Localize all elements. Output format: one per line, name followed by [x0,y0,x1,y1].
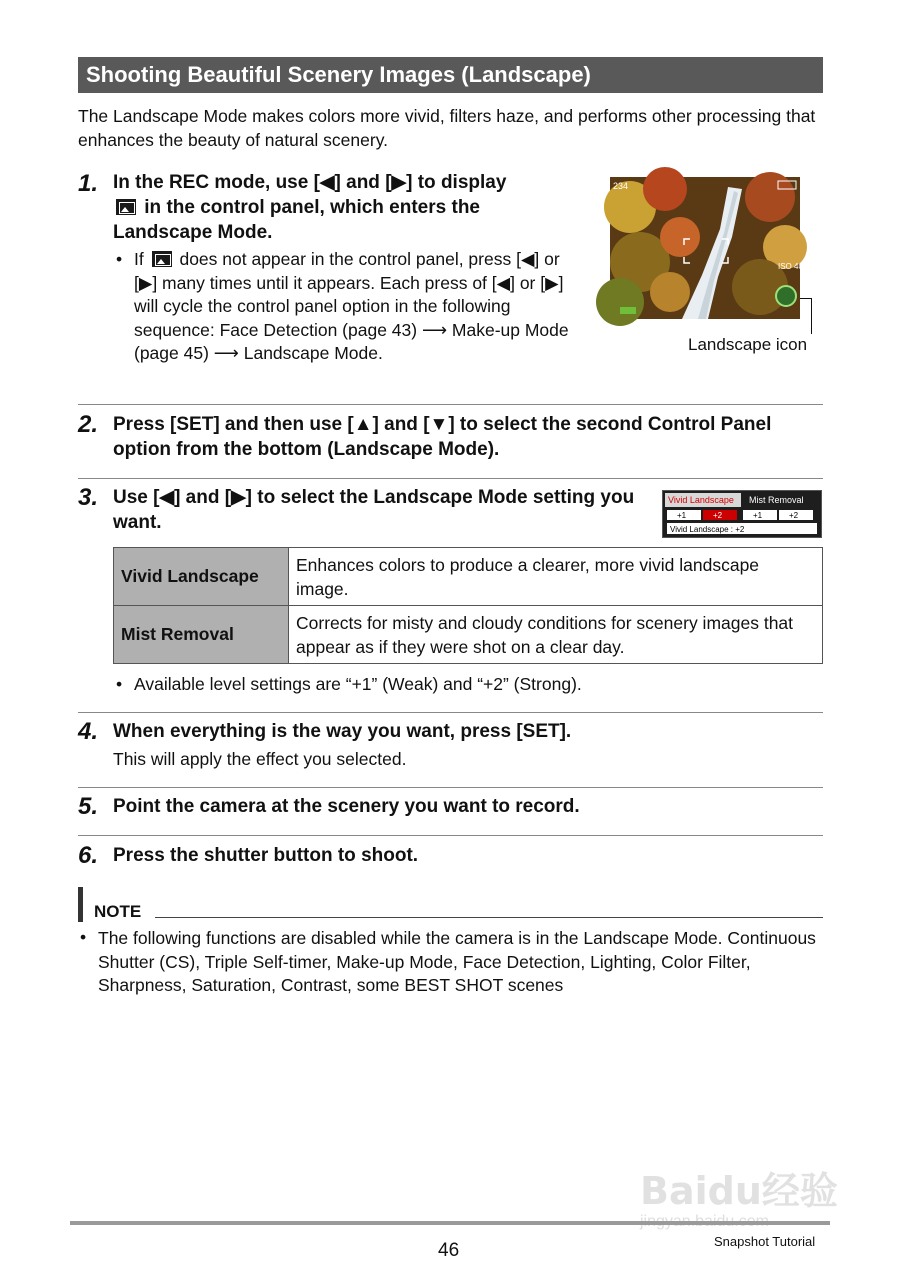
step-3-number: 3. [78,484,99,511]
bullet-dot: • [116,249,123,269]
panel-opt-3: +1 [753,511,763,520]
note-text: The following functions are disabled while the camera is in the Landscape Mode. Continuous Shutter (CS), Triple Self-timer, Make-up Mode, Face Detection, Lighting, Color Filter, Sharpness, Saturation, Contrast, some BEST SHOT scenes [98,928,816,995]
step-5-number: 5. [78,793,99,820]
divider [78,787,823,788]
section-title-bar [78,57,823,93]
level-note-text: Available level settings are “+1” (Weak) and “+2” (Strong). [134,674,582,694]
level-note-bullet [116,673,814,697]
setting-description: Corrects for misty and cloudy conditions for scenery images that appear as if they were shot on a clear day. [289,606,823,664]
panel-tab-vivid: Vivid Landscape [668,495,734,505]
setting-name: Vivid Landscape [114,548,289,606]
panel-opt-1: +1 [677,511,687,520]
baidu-watermark: Baidu经验 [640,1169,838,1213]
shots-remaining: 234 [613,181,629,191]
step-2-number: 2. [78,411,99,438]
step-1-title [113,170,593,245]
setting-description: Enhances colors to produce a clearer, more vivid landscape image. [289,548,823,606]
landscape-mode-icon-inline [152,251,172,267]
panel-tab-mist: Mist Removal [749,495,804,505]
waterfall-scene [610,177,808,319]
step-5-title: Point the camera at the scenery you want to record. [113,796,580,817]
section-title: Shooting Beautiful Scenery Images (Landscape) [86,62,591,87]
step-1-bullet-text-a: If [134,249,144,269]
divider [78,712,823,713]
step-1-title-line-c: Landscape Mode. [113,222,273,243]
intro-paragraph: The Landscape Mode makes colors more vivid, filters haze, and performs other processing that enhances the beauty of natural scenery. [78,106,816,150]
step-4-body: This will apply the effect you selected. [113,749,407,769]
footer-rule [70,1221,830,1225]
step-2-title: Press [SET] and then use [▲] and [▼] to select the second Control Panel option from the bottom (Landscape Mode). [113,414,772,460]
note-label: NOTE [94,902,142,921]
panel-graphic [663,491,821,537]
divider [78,835,823,836]
step-3-title: Use [◀] and [▶] to select the Landscape Mode setting you want. [113,487,635,533]
divider [78,478,823,479]
panel-status: Vivid Landscape : +2 [670,525,745,534]
step-1-bullet-text-b: does not appear in the control panel, press [◀] or [▶] many times until it appears. Each press of [◀] or [▶] will cycle the control panel option in the following sequence: Face Detection (page 43) ⟶ Make-up Mode (page 45) ⟶ Landscape Mode. [134,249,569,363]
landscape-settings-table [113,547,823,664]
bullet-dot: • [80,927,87,947]
table-row [114,606,823,664]
step-6-number: 6. [78,842,99,869]
setting-name: Mist Removal [114,606,289,664]
step-4-number: 4. [78,718,99,745]
footer-section-name: Snapshot Tutorial [714,1234,816,1249]
page-number: 46 [438,1240,460,1261]
landscape-icon-callout: Landscape icon [688,335,808,354]
callout-leader-vertical [811,298,812,334]
control-panel-screenshot [662,490,822,538]
step-1-bullet [116,248,584,366]
step-1-title-line-b: in the control panel, which enters the [139,197,480,218]
camera-preview-image [610,177,808,319]
panel-opt-4: +2 [789,511,799,520]
step-4-title: When everything is the way you want, press [SET]. [113,721,572,742]
panel-opt-2: +2 [713,511,723,520]
note-rule [155,917,823,918]
divider [78,404,823,405]
landscape-mode-icon [116,199,136,215]
note-bar-icon [78,887,83,922]
table-row [114,548,823,606]
step-1-title-line-a: In the REC mode, use [◀] and [▶] to display [113,172,507,193]
iso-readout: ISO 400 [778,262,808,271]
step-1-number: 1. [78,170,99,197]
step-6-title: Press the shutter button to shoot. [113,845,419,866]
bullet-dot: • [116,674,123,694]
